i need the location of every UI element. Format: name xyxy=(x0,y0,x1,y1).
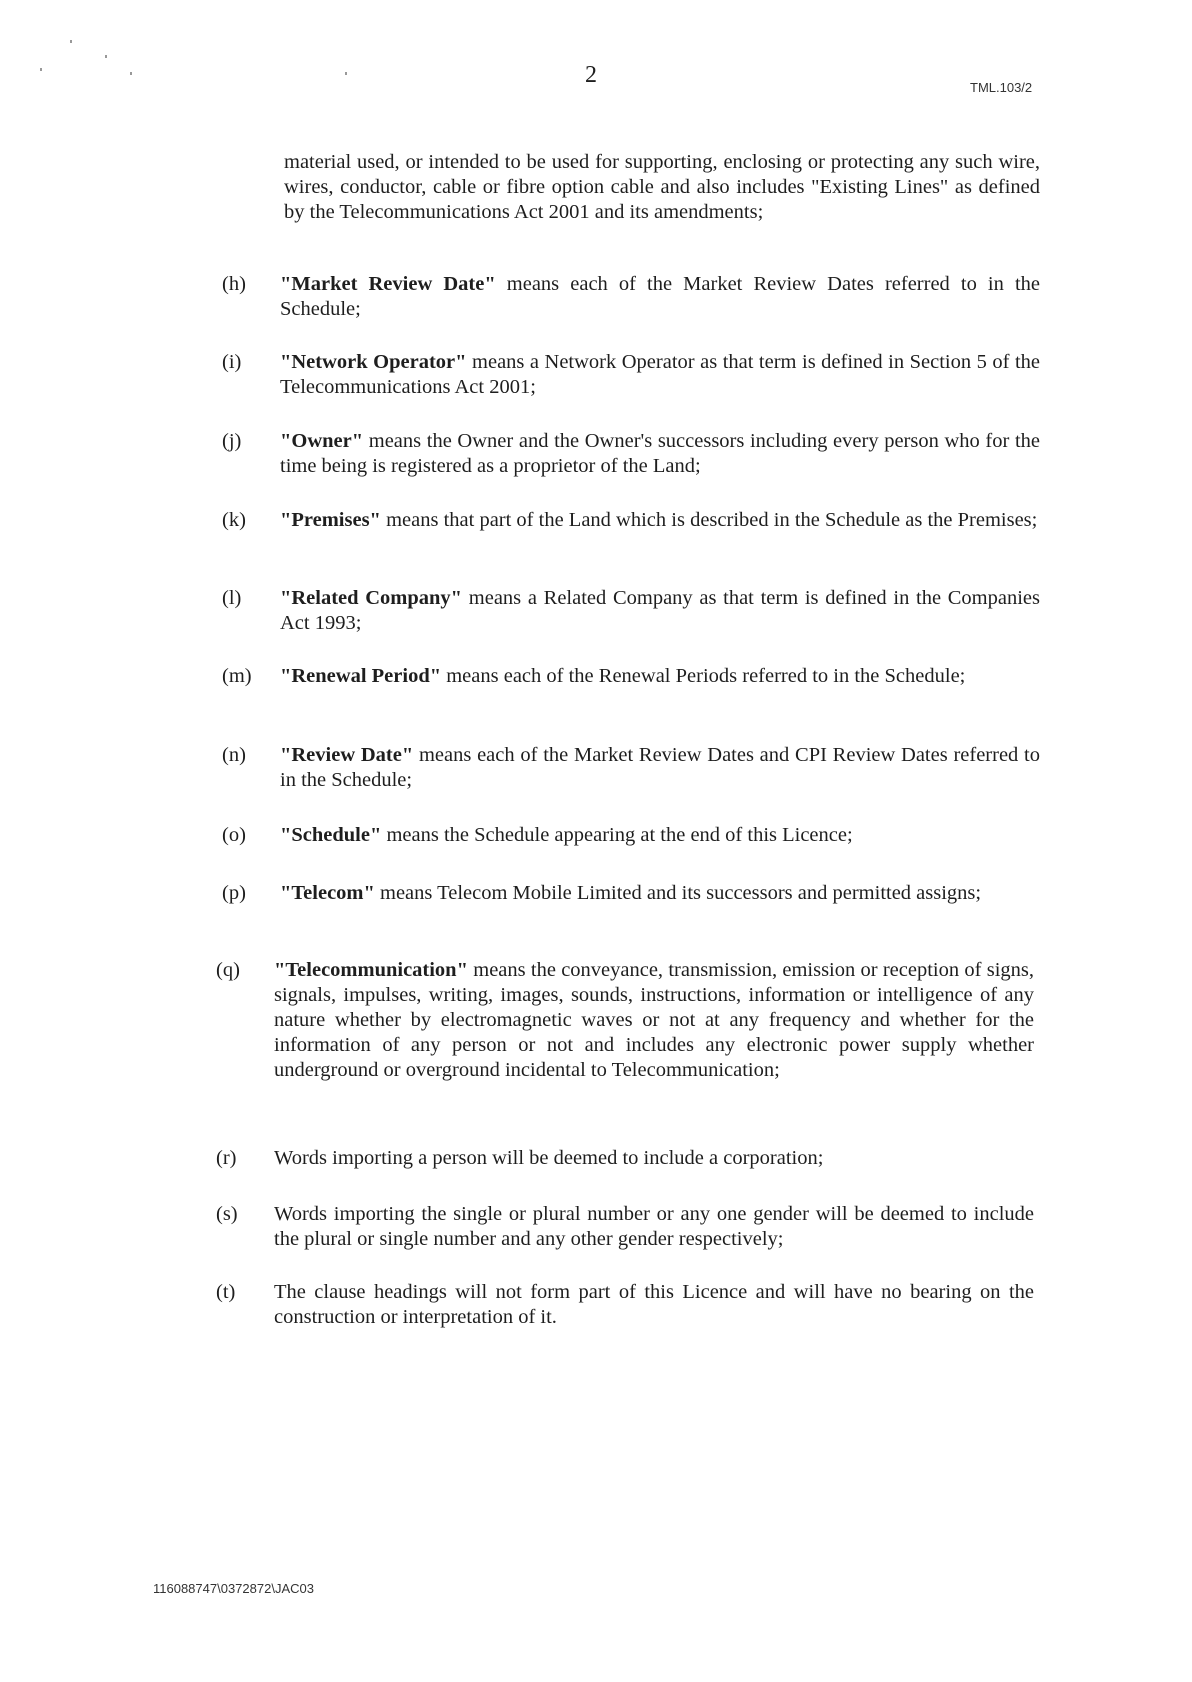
item-text xyxy=(280,508,1040,533)
item-text xyxy=(280,272,1040,322)
defined-term: "Schedule" xyxy=(280,824,382,846)
item-text xyxy=(274,958,1034,1083)
definition-item xyxy=(222,429,1040,479)
item-text xyxy=(280,743,1040,793)
page-number: 2 xyxy=(585,62,597,88)
definition-item xyxy=(222,508,1040,533)
item-text xyxy=(280,350,1040,400)
definition-item xyxy=(222,350,1040,400)
item-label: (o) xyxy=(222,824,246,846)
definition-item xyxy=(222,823,1040,848)
definition-text: means the Schedule appearing at the end of this Licence; xyxy=(381,824,853,846)
definition-item xyxy=(216,958,1034,1083)
defined-term: "Owner" xyxy=(280,430,364,452)
scan-speck xyxy=(130,72,132,75)
item-label: (k) xyxy=(222,509,246,531)
item-label: (r) xyxy=(216,1147,237,1169)
definition-item xyxy=(216,1280,1034,1330)
definition-text: Words importing the single or plural number or any one gender will be deemed to include the plural or single number and any other gender respectively; xyxy=(274,1203,1034,1250)
defined-term: "Renewal Period" xyxy=(280,665,442,687)
scan-speck xyxy=(70,40,72,43)
defined-term: "Related Company" xyxy=(280,587,463,609)
definition-text: means Telecom Mobile Limited and its successors and permitted assigns; xyxy=(374,882,982,904)
document-reference: TML.103/2 xyxy=(970,80,1033,95)
definition-item xyxy=(222,743,1040,793)
item-text xyxy=(280,881,1040,906)
item-text xyxy=(280,429,1040,479)
definition-text: means each of the Market Review Dates referred to in the Schedule; xyxy=(280,273,1040,320)
definition-text: Words importing a person will be deemed to include a corporation; xyxy=(274,1147,824,1169)
definition-item xyxy=(222,881,1040,906)
definition-text: means a Network Operator as that term is defined in Section 5 of the Telecommunications Act 2001; xyxy=(280,351,1040,398)
defined-term: "Telecom" xyxy=(280,882,375,904)
item-text xyxy=(274,1280,1034,1330)
item-text xyxy=(274,1146,1034,1171)
item-label: (m) xyxy=(222,665,252,687)
definition-item xyxy=(222,272,1040,322)
definition-text: means a Related Company as that term is defined in the Companies Act 1993; xyxy=(280,587,1040,634)
definition-item xyxy=(222,586,1040,636)
defined-term: "Network Operator" xyxy=(280,351,467,373)
scan-speck xyxy=(105,55,107,58)
definition-text: means the Owner and the Owner's successors including every person who for the time being is registered as a proprietor of the Land; xyxy=(280,430,1040,477)
defined-term: "Review Date" xyxy=(280,744,414,766)
item-label: (h) xyxy=(222,273,246,295)
scan-speck xyxy=(345,72,347,75)
item-text xyxy=(274,1202,1034,1252)
item-label: (t) xyxy=(216,1281,236,1303)
definition-text: means each of the Market Review Dates and CPI Review Dates referred to in the Schedule; xyxy=(280,744,1040,791)
item-label: (p) xyxy=(222,882,246,904)
item-label: (n) xyxy=(222,744,246,766)
definition-text: means each of the Renewal Periods referred to in the Schedule; xyxy=(441,665,966,687)
scan-speck xyxy=(40,68,42,71)
item-label: (j) xyxy=(222,430,242,452)
item-text xyxy=(280,664,1040,689)
item-label: (i) xyxy=(222,351,242,373)
definition-text: means that part of the Land which is described in the Schedule as the Premises; xyxy=(380,509,1038,531)
item-text xyxy=(280,823,1040,848)
definition-item xyxy=(216,1202,1034,1252)
footer-document-id: 116088747\0372872\JAC03 xyxy=(153,1581,314,1596)
item-label: (q) xyxy=(216,959,240,981)
intro-paragraph: material used, or intended to be used for supporting, enclosing or protecting any such wire, wires, conductor, cable or fibre option cable and also includes "Existing Lines" as defined by the Telecommunications Act 2001 and its amendments; xyxy=(284,151,1040,223)
defined-term: "Market Review Date" xyxy=(280,273,496,295)
definition-text: means the conveyance, transmission, emission or reception of signs, signals, impulses, writing, images, sounds, instructions, information or intelligence of any nature whether by electromagnetic waves or not at any frequency and whether for the information of any person or not and includes any electronic power supply whether underground or overground incidental to Telecommunication; xyxy=(274,959,1034,1081)
definition-item xyxy=(222,664,1040,689)
defined-term: "Premises" xyxy=(280,509,381,531)
item-text xyxy=(280,586,1040,636)
defined-term: "Telecommunication" xyxy=(274,959,468,981)
item-label: (l) xyxy=(222,587,242,609)
item-label: (s) xyxy=(216,1203,238,1225)
definition-item xyxy=(216,1146,1034,1171)
definition-text: The clause headings will not form part of this Licence and will have no bearing on the construction or interpretation of it. xyxy=(274,1281,1034,1328)
